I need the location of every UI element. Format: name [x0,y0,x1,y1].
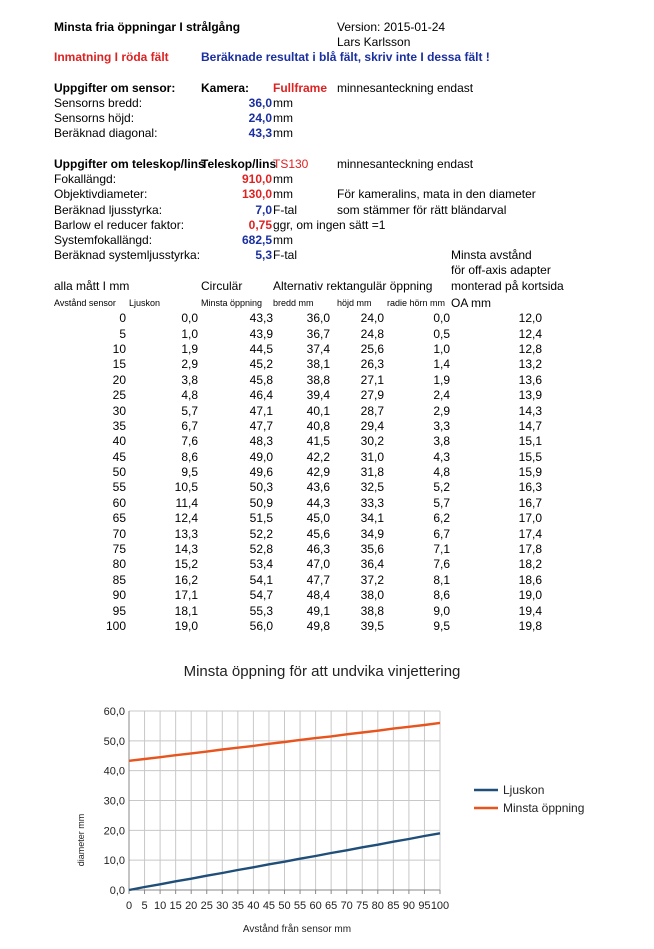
table-row [50,480,542,495]
cell-light-cone: 10,5 [174,480,198,495]
table-row [50,603,542,618]
y-tick-label: 40,0 [103,765,125,778]
cell-height: 31,0 [360,449,384,464]
cell-distance: 40 [112,434,126,449]
col-h-header: höjd mm [337,298,372,308]
table-row [50,542,542,557]
cell-distance: 5 [119,326,126,341]
table-row [50,511,542,526]
unit-mm: mm [273,111,293,125]
cell-light-cone: 13,3 [174,526,198,541]
cell-min-opening: 52,2 [249,526,273,541]
cell-distance: 55 [112,480,126,495]
cell-height: 35,6 [360,542,384,557]
cell-height: 32,5 [360,480,384,495]
cell-min-opening: 53,4 [249,557,273,572]
sensor-width-value: 36,0 [248,96,272,110]
table-row [50,588,542,603]
cell-oa: 18,2 [518,557,542,572]
cell-light-cone: 6,7 [181,418,198,433]
cell-min-opening: 49,6 [249,465,273,480]
cell-distance: 70 [112,526,126,541]
cell-distance: 100 [105,619,126,633]
cell-width: 49,1 [306,603,330,618]
cell-oa: 14,3 [518,403,542,418]
cell-width: 45,6 [306,526,330,541]
x-tick-label: 70 [340,900,353,912]
cell-light-cone: 9,5 [181,465,198,480]
x-tick-label: 45 [262,900,276,912]
cell-light-cone: 11,4 [175,495,198,510]
cell-min-opening: 56,0 [249,619,273,633]
cell-height: 24,0 [360,311,384,326]
sysfstop-label: Beräknad systemljusstyrka: [54,248,201,262]
all-mm-label: alla mått I mm [54,279,130,293]
sysfocal-value: 682,5 [241,233,272,247]
cell-corner-radius: 4,8 [433,465,450,480]
unit-mm: mm [273,233,293,247]
cell-height: 29,4 [360,418,384,433]
cell-light-cone: 7,6 [181,434,198,449]
cell-light-cone: 2,9 [181,357,198,372]
cell-oa: 16,3 [518,480,542,495]
cell-oa: 12,8 [518,341,542,356]
table-row [50,419,542,434]
cell-distance: 50 [112,465,126,480]
cell-corner-radius: 8,6 [433,588,450,603]
cell-oa: 14,7 [518,418,542,433]
table-row [50,434,542,449]
sensor-diag-value: 43,3 [248,126,272,140]
cell-light-cone: 1,0 [181,326,198,341]
x-tick-label: 10 [153,900,167,912]
cell-light-cone: 16,2 [174,572,198,587]
cell-height: 28,7 [360,403,384,418]
cell-oa: 15,9 [518,465,542,480]
cell-corner-radius: 9,5 [433,619,450,633]
cell-oa: 15,1 [518,434,542,449]
cell-oa: 12,0 [518,311,542,326]
table-row [50,619,542,634]
y-tick-label: 60,0 [103,706,125,718]
cell-min-opening: 43,9 [249,326,273,341]
cell-min-opening: 49,0 [249,449,273,464]
cell-oa: 17,8 [518,542,542,557]
cell-corner-radius: 2,9 [433,403,450,418]
x-tick-label: 95 [418,900,431,912]
sensor-heading: Uppgifter om sensor: [54,81,176,95]
chart-grid [129,711,440,890]
cell-width: 40,1 [306,403,330,418]
cell-distance: 95 [112,603,126,618]
unit-mm: mm [273,172,293,186]
cell-distance: 75 [112,542,126,557]
cell-distance: 60 [112,495,126,510]
cell-light-cone: 15,2 [174,557,198,572]
y-tick-label: 30,0 [103,795,125,808]
x-axis-label: Avstånd från sensor mm [242,924,352,935]
cell-oa: 19,8 [518,619,542,633]
cell-min-opening: 48,3 [249,434,273,449]
circular-heading: Circulär [201,279,243,293]
cell-min-opening: 54,7 [249,588,273,603]
cell-width: 41,5 [306,434,330,449]
x-tick-label: 35 [231,900,244,912]
table-row [50,557,542,572]
sensor-diag-label: Beräknad diagonal: [54,126,158,140]
cell-oa: 12,4 [518,326,542,341]
cell-light-cone: 18,1 [174,603,198,618]
cell-min-opening: 50,3 [249,480,273,495]
cell-corner-radius: 0,5 [433,326,450,341]
fstop-note: som stämmer för rätt bländarval [337,203,507,217]
col-dist-header: Avstånd sensor [54,298,116,308]
barlow-input[interactable]: 0,75 [248,218,272,232]
x-tick-label: 80 [371,900,384,912]
col-min-header: Minsta öppning [201,298,263,308]
table-row [50,450,542,465]
cell-oa: 18,6 [518,572,542,587]
x-tick-label: 25 [200,900,213,912]
cell-width: 45,0 [306,511,330,526]
camera-note: minnesanteckning endast [337,81,474,95]
cell-light-cone: 8,6 [181,449,198,464]
x-tick-label: 50 [278,900,291,912]
cell-oa: 19,4 [518,603,542,618]
table-row [50,357,542,372]
cell-corner-radius: 2,4 [433,388,450,403]
cell-width: 38,8 [306,372,330,387]
col-cone-header: Ljuskon [129,298,161,308]
alt-rect-heading: Alternativ rektangulär öppning [273,279,433,293]
cell-min-opening: 45,8 [249,372,273,387]
cell-corner-radius: 5,7 [433,495,450,510]
x-tick-label: 5 [141,900,148,912]
cell-distance: 0 [119,311,126,326]
table-row [50,573,542,588]
cell-height: 38,0 [360,588,384,603]
cell-light-cone: 4,8 [181,388,198,403]
table-row [50,526,542,541]
scope-input[interactable]: TS130 [273,157,309,171]
table-row [50,311,542,326]
cell-distance: 90 [112,588,126,603]
offaxis-heading-3: monterad på kortsida [451,279,564,293]
col-w-header: bredd mm [273,298,314,308]
cell-light-cone: 19,0 [174,619,198,633]
cell-distance: 10 [112,341,126,356]
sensor-width-label: Sensorns bredd: [54,96,143,110]
cell-width: 42,9 [306,465,330,480]
cell-min-opening: 55,3 [249,603,273,618]
cell-light-cone: 5,7 [181,403,198,418]
cell-height: 36,4 [360,557,384,572]
sysfocal-label: Systemfokallängd: [54,233,153,247]
x-tick-label: 20 [185,900,198,912]
cell-width: 49,8 [306,619,330,633]
version-text: Version: 2015-01-24 [337,20,446,34]
cell-distance: 80 [112,557,126,572]
cell-width: 38,1 [306,357,330,372]
cell-min-opening: 47,1 [249,403,273,418]
table-row [50,403,542,418]
scope-note: minnesanteckning endast [337,157,474,171]
cell-min-opening: 54,1 [249,572,273,587]
cell-light-cone: 17,1 [174,588,198,603]
cell-distance: 45 [112,449,126,464]
table-row [50,465,542,480]
cell-width: 46,3 [306,542,330,557]
cell-corner-radius: 7,1 [433,542,450,557]
cell-corner-radius: 1,4 [433,357,450,372]
cell-width: 39,4 [306,388,330,403]
aperture-input[interactable]: 130,0 [241,187,272,201]
cell-height: 30,2 [360,434,384,449]
focal-label: Fokallängd: [54,172,117,186]
table-row [50,326,542,341]
cell-height: 27,9 [360,388,384,403]
cell-min-opening: 43,3 [249,311,273,326]
cell-width: 48,4 [306,588,330,603]
sysfstop-value: 5,3 [255,248,272,262]
fstop-unit: F-tal [273,203,297,217]
cell-corner-radius: 9,0 [433,603,450,618]
y-tick-label: 50,0 [103,735,125,748]
aperture-label: Objektivdiameter: [54,187,148,201]
col-r-header: radie hörn mm [387,298,446,308]
legend-label: Ljuskon [503,783,545,797]
x-tick-label: 55 [293,900,307,912]
cell-height: 34,9 [360,526,384,541]
table-row [50,496,542,511]
cell-distance: 35 [112,418,126,433]
cell-corner-radius: 8,1 [433,572,450,587]
cell-corner-radius: 0,0 [433,311,450,326]
cell-width: 43,6 [306,480,330,495]
cell-light-cone: 12,4 [174,511,198,526]
cell-distance: 65 [112,511,126,526]
scope-heading: Uppgifter om teleskop/lins [54,157,205,171]
cell-light-cone: 1,9 [181,341,198,356]
cell-width: 37,4 [306,341,330,356]
cell-min-opening: 50,9 [249,495,273,510]
cell-corner-radius: 5,2 [433,480,450,495]
camera-lens-note: För kameralins, mata in den diameter [337,187,536,201]
input-note: Inmatning I röda fält [54,50,169,64]
unit-mm: mm [273,96,293,110]
sysfstop-unit: F-tal [273,248,297,262]
sensor-height-value: 24,0 [248,111,272,125]
cell-oa: 16,7 [518,495,542,510]
x-tick-label: 75 [356,900,369,912]
x-tick-label: 15 [169,900,182,912]
results-table [50,311,542,634]
cell-corner-radius: 3,3 [433,418,450,433]
cell-min-opening: 51,5 [249,511,273,526]
cell-light-cone: 14,3 [174,542,198,557]
camera-label: Kamera: [201,81,250,95]
focal-input[interactable]: 910,0 [241,172,272,186]
cell-corner-radius: 4,3 [433,449,450,464]
cell-min-opening: 47,7 [249,418,273,433]
cell-oa: 19,0 [518,588,542,603]
sensor-height-label: Sensorns höjd: [54,111,135,125]
cell-distance: 25 [112,388,126,403]
x-tick-label: 65 [325,900,338,912]
cell-width: 44,3 [306,495,330,510]
barlow-label: Barlow el reducer faktor: [54,218,185,232]
cell-oa: 15,5 [518,449,542,464]
offaxis-heading-2: för off-axis adapter [451,263,551,277]
cell-height: 34,1 [360,511,384,526]
cell-height: 39,5 [360,619,384,633]
cell-height: 38,8 [360,603,384,618]
scope-label: Teleskop/lins [201,157,277,171]
y-tick-label: 20,0 [103,825,125,838]
cell-distance: 30 [112,403,126,418]
cell-distance: 85 [112,572,126,587]
legend-label: Minsta öppning [503,801,585,815]
cell-oa: 13,6 [518,372,542,387]
x-tick-label: 90 [402,900,416,912]
offaxis-heading-1: Minsta avstånd [451,248,532,262]
chart-legend [474,783,584,815]
cell-min-opening: 46,4 [249,388,273,403]
cell-width: 42,2 [306,449,330,464]
y-tick-label: 0,0 [109,885,125,897]
camera-input[interactable]: Fullframe [273,81,328,95]
fstop-value: 7,0 [255,203,272,217]
vignetting-chart [0,650,654,949]
cell-oa: 13,2 [518,357,542,372]
x-tick-label: 85 [387,900,400,912]
sheet-title: Minsta fria öppningar I strålgång [54,20,241,34]
table-row [50,388,542,403]
x-tick-label: 40 [247,900,260,912]
cell-corner-radius: 6,2 [433,511,450,526]
cell-oa: 17,0 [518,511,542,526]
cell-height: 26,3 [360,357,384,372]
unit-mm: mm [273,187,293,201]
cell-height: 31,8 [360,465,384,480]
barlow-note: ggr, om ingen sätt =1 [273,218,386,232]
cell-width: 47,7 [306,572,330,587]
cell-corner-radius: 3,8 [433,434,450,449]
y-axis-label: diameter mm [76,813,86,867]
cell-width: 36,0 [306,311,330,326]
computed-note: Beräknade resultat i blå fält, skriv inte I dessa fält ! [201,50,490,64]
cell-min-opening: 45,2 [249,357,273,372]
cell-height: 24,8 [360,326,384,341]
cell-height: 27,1 [360,372,384,387]
col-oa-header: OA mm [451,296,492,310]
cell-height: 33,3 [360,495,384,510]
x-tick-label: 0 [125,900,133,912]
cell-distance: 15 [112,357,126,372]
cell-oa: 13,9 [518,388,542,403]
fstop-label: Beräknad ljusstyrka: [54,203,163,217]
cell-width: 47,0 [306,557,330,572]
cell-corner-radius: 1,0 [433,341,450,356]
x-tick-label: 100 [430,900,450,912]
cell-height: 25,6 [360,341,384,356]
chart-title: Minsta öppning för att undvika vinjettering [183,663,461,680]
x-tick-label: 30 [216,900,229,912]
cell-light-cone: 3,8 [181,372,198,387]
cell-distance: 20 [112,372,126,387]
table-row [50,373,542,388]
cell-width: 40,8 [306,418,330,433]
y-tick-label: 10,0 [103,855,125,868]
cell-light-cone: 0,0 [181,311,198,326]
cell-min-opening: 52,8 [249,542,273,557]
x-tick-label: 60 [309,900,322,912]
unit-mm: mm [273,126,293,140]
cell-corner-radius: 1,9 [433,372,450,387]
cell-oa: 17,4 [518,526,542,541]
author-text: Lars Karlsson [337,35,411,49]
cell-corner-radius: 7,6 [433,557,450,572]
cell-height: 37,2 [360,572,384,587]
chart-axes [104,706,450,912]
cell-min-opening: 44,5 [249,341,273,356]
cell-corner-radius: 6,7 [433,526,450,541]
table-row [50,342,542,357]
cell-width: 36,7 [306,326,330,341]
